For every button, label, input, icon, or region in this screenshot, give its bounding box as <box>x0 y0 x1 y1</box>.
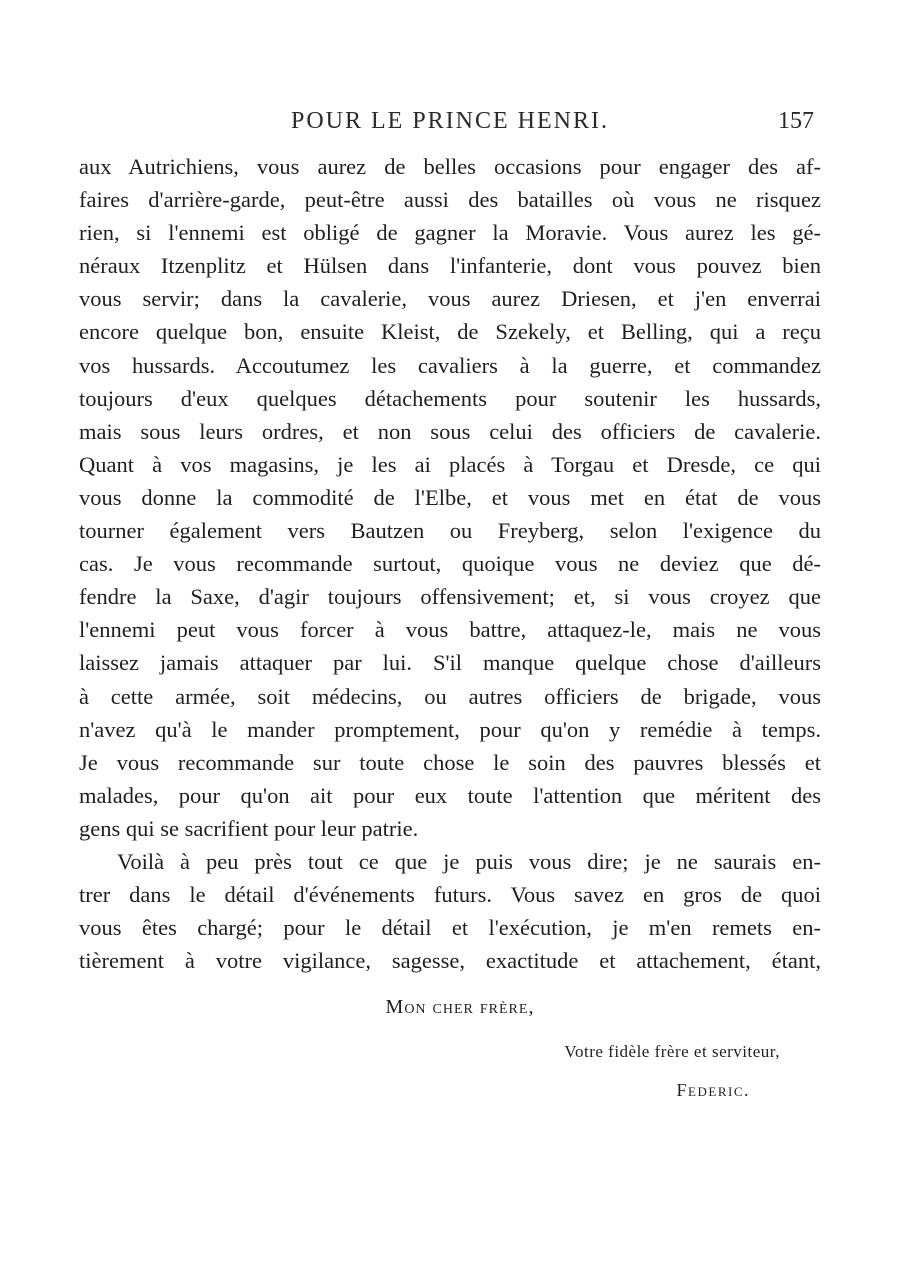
text-line: mais sous leurs ordres, et non sous celui des officiers de cavalerie. <box>79 418 821 444</box>
text-line: n'avez qu'à le mander promptement, pour qu'on y remédie à temps. <box>79 716 821 742</box>
text-line: à cette armée, soit médecins, ou autres officiers de brigade, vous <box>79 683 821 709</box>
text-line: vos hussards. Accoutumez les cavaliers à la guerre, et commandez <box>79 352 821 378</box>
text-line: l'ennemi peut vous forcer à vous battre, attaquez-le, mais ne vous <box>79 617 821 643</box>
text-line: cas. Je vous recommande surtout, quoique vous ne deviez que dé- <box>79 551 821 577</box>
text-line: encore quelque bon, ensuite Kleist, de Szekely, et Belling, qui a reçu <box>79 319 821 345</box>
text-line: tièrement à votre vigilance, sagesse, exactitude et attachement, étant, <box>79 948 821 974</box>
running-title: POUR LE PRINCE HENRI. <box>290 108 609 134</box>
page-number: 157 <box>778 108 814 134</box>
text-line: vous donne la commodité de l'Elbe, et vous met en état de vous <box>79 484 821 510</box>
text-line: faires d'arrière-garde, peut-être aussi des batailles où vous ne risquez <box>79 187 821 213</box>
text-line: laissez jamais attaquer par lui. S'il manque quelque chose d'ailleurs <box>79 650 821 676</box>
text-line: fendre la Saxe, d'agir toujours offensivement; et, si vous croyez que <box>79 584 821 610</box>
letter-body <box>79 150 821 977</box>
paragraph-2 <box>79 845 821 977</box>
text-line: malades, pour qu'on ait pour eux toute l'attention que méritent des <box>79 782 821 808</box>
salutation: Mon cher frère, <box>385 996 535 1018</box>
paragraph-1 <box>79 150 821 845</box>
text-line: Voilà à peu près tout ce que je puis vous dire; je ne saurais en- <box>117 848 821 874</box>
text-line: néraux Itzenplitz et Hülsen dans l'infanterie, dont vous pouvez bien <box>79 253 821 279</box>
text-line: toujours d'eux quelques détachements pour soutenir les hussards, <box>79 385 821 411</box>
text-line: trer dans le détail d'événements futurs. Vous savez en gros de quoi <box>79 882 821 908</box>
text-line: gens qui se sacrifient pour leur patrie. <box>79 815 419 841</box>
text-line: tourner également vers Bautzen ou Freyberg, selon l'exigence du <box>79 518 821 544</box>
signature: Federic. <box>676 1080 750 1100</box>
running-head <box>0 108 900 138</box>
text-line: rien, si l'ennemi est obligé de gagner la Moravie. Vous aurez les gé- <box>79 220 821 246</box>
valediction: Votre fidèle frère et serviteur, <box>564 1042 780 1061</box>
text-line: aux Autrichiens, vous aurez de belles occasions pour engager des af- <box>79 154 821 179</box>
text-line: Quant à vos magasins, je les ai placés à Torgau et Dresde, ce qui <box>79 451 821 477</box>
text-line: vous servir; dans la cavalerie, vous aurez Driesen, et j'en enverrai <box>79 286 821 312</box>
text-line: Je vous recommande sur toute chose le soin des pauvres blessés et <box>79 749 821 775</box>
text-line: vous êtes chargé; pour le détail et l'exécution, je m'en remets en- <box>79 915 821 941</box>
